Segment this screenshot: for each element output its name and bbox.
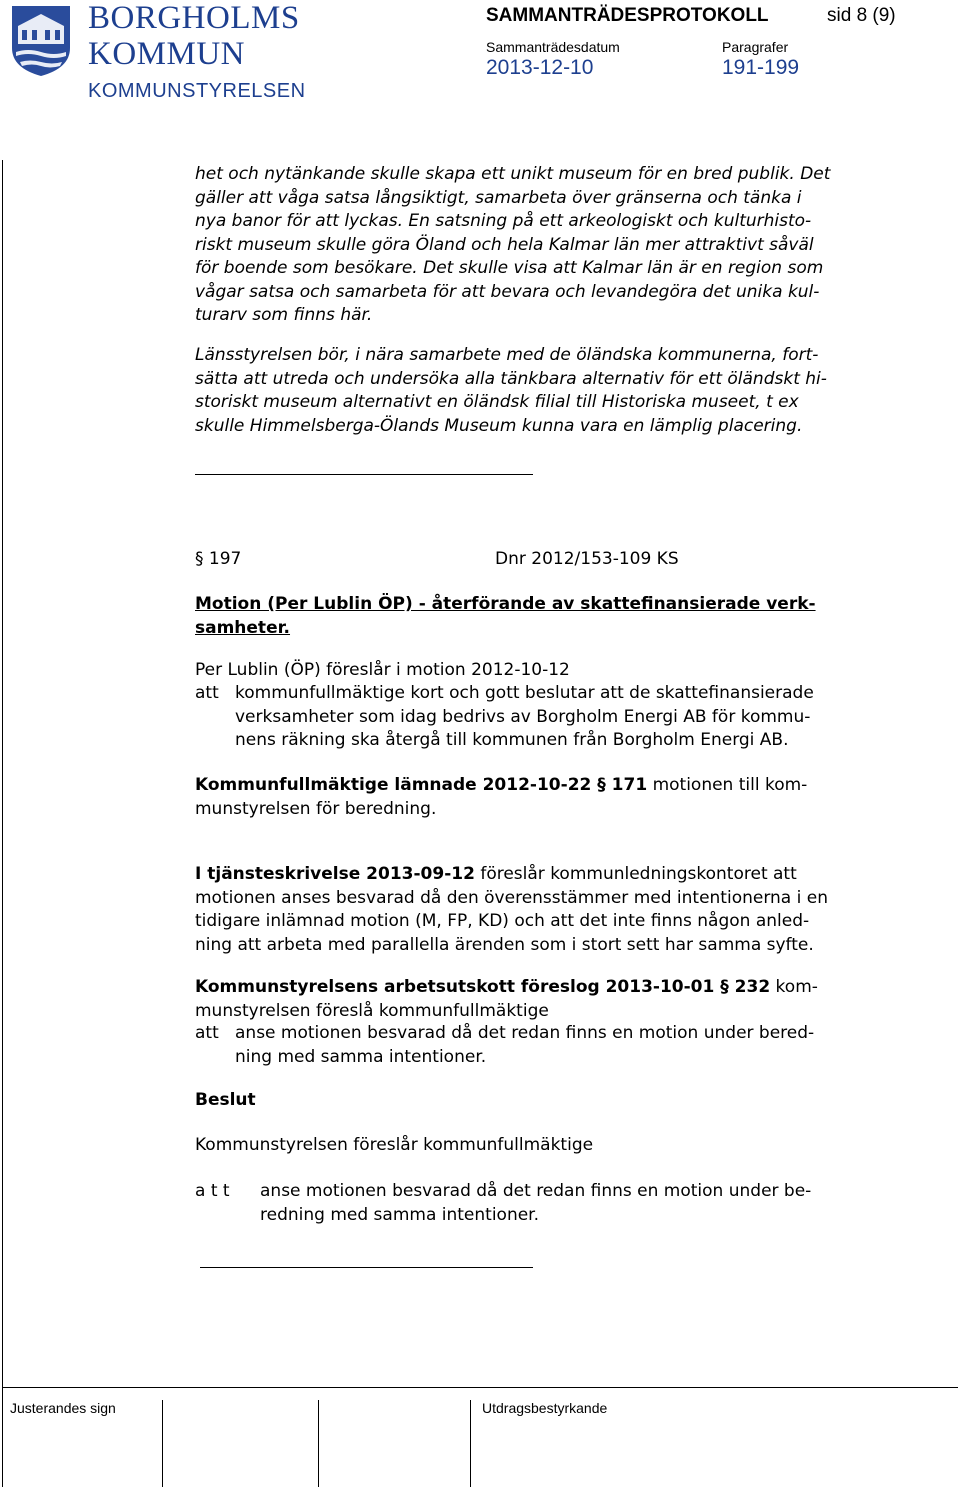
footer-divider-3 [470, 1400, 471, 1487]
utdragsbestyrkande-label: Utdragsbestyrkande [482, 1400, 608, 1416]
org-department: KOMMUNSTYRELSEN [88, 80, 306, 102]
footer-divider-2 [318, 1400, 319, 1487]
paragraphs-value: 191-199 [722, 56, 800, 79]
footer-top-line [2, 1387, 958, 1388]
beslut-heading: Beslut [195, 1090, 256, 1110]
arbetsutskott-paragraph: Kommunstyrelsens arbetsutskott föreslog 2013-10-01 § 232 kom- munstyrelsen föreslå kommunfullmäktige [195, 977, 818, 1021]
intro-paragraph-1: het och nytänkande skulle skapa ett unikt museum för en bred publik. Det gäller att våga satsa långsiktigt, samarbeta över gränserna och tänka i nya banor för att lyckas. En satsning på ett arkeologiskt och kulturhisto- riskt museum skulle göra Öland och hela Kalmar län mer attraktivt såväl för boende som besökare. Det skulle visa att Kalmar län är en region som vågar satsa och samarbeta för att bevara och levandegöra det unika kul- turarv som finns här. [195, 164, 831, 325]
motion-att-label: att [195, 683, 219, 703]
page-indicator: sid 8 (9) [827, 5, 896, 26]
justerandes-sign-label: Justerandes sign [10, 1400, 116, 1416]
au-att-text: anse motionen besvarad då det redan finns en motion under bered- ning med samma intentioner. [235, 1023, 815, 1067]
intro-paragraph-2: Länsstyrelsen bör, i nära samarbete med de öländska kommunerna, fort- sätta att utreda och undersöka alla tänkbara alternativ för ett öländskt hi- storiskt museum alternativt en öländsk filial till Historiska museet, t ex skulle Himmelsberga-Ölands Museum kunna vara en lämplig placering. [195, 345, 827, 436]
beslut-att-label: a t t [195, 1181, 230, 1201]
meeting-date-label: Sammanträdesdatum [486, 39, 620, 55]
paragraphs-label: Paragrafer [722, 39, 789, 55]
municipal-crest-icon [10, 4, 72, 78]
section-separator [195, 474, 533, 475]
footer-divider-1 [162, 1400, 163, 1487]
left-margin-line [2, 160, 3, 1487]
document-title: SAMMANTRÄDESPROTOKOLL [486, 5, 769, 26]
section-number: § 197 [195, 549, 242, 569]
motion-att-text: kommunfullmäktige kort och gott beslutar att de skattefinansierade verksamheter som idag bedrivs av Borgholm Energi AB för kommu- nens räkning ska återgå till kommunen från Borgholm Energi AB. [235, 683, 814, 750]
tjansteskrivelse-paragraph: I tjänsteskrivelse 2013-09-12 föreslår kommunledningskontoret att motionen anses besvarad då den överensstämmer med intentionerna i en tidigare inlämnad motion (M, FP, KD) och att det inte finns någon anled- ning att arbeta med parallella ärenden som i stort sett har samma syfte. [195, 864, 828, 955]
meeting-date-value: 2013-12-10 [486, 56, 594, 79]
kf-paragraph: Kommunfullmäktige lämnade 2012-10-22 § 171 motionen till kom- munstyrelsen för beredning. [195, 775, 808, 819]
section-title: Motion (Per Lublin ÖP) - återförande av skattefinansierade verk- samheter. [195, 594, 816, 638]
org-name-line2: KOMMUN [88, 36, 246, 72]
beslut-att-text: anse motionen besvarad då det redan finns en motion under be- redning med samma intentioner. [260, 1181, 812, 1225]
au-att-label: att [195, 1023, 219, 1043]
end-separator [200, 1267, 533, 1268]
org-name-line1: BORGHOLMS [88, 0, 300, 36]
motion-intro: Per Lublin (ÖP) föreslår i motion 2012-10-12 [195, 660, 570, 680]
beslut-intro: Kommunstyrelsen föreslår kommunfullmäktige [195, 1135, 594, 1155]
section-dnr: Dnr 2012/153-109 KS [495, 549, 679, 569]
